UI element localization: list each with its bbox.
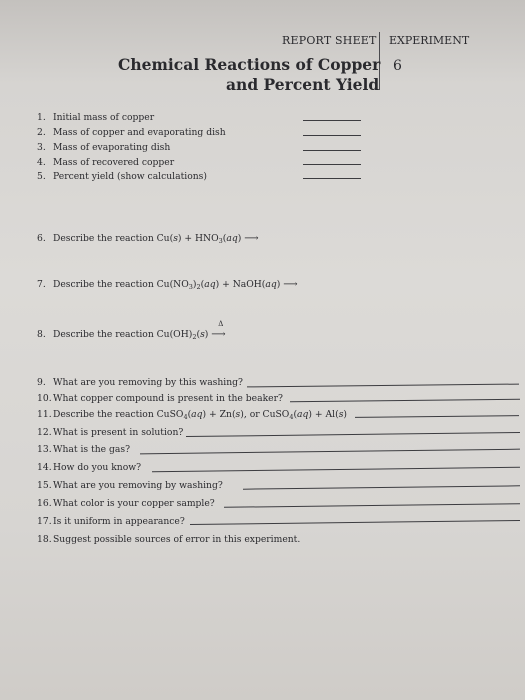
answer-line-14[interactable] — [152, 467, 520, 472]
title-line-1: Chemical Reactions of Copper — [118, 55, 381, 74]
question-4: 4. Mass of recovered copper — [37, 157, 175, 168]
question-16: 16.What color is your copper sample? — [37, 498, 215, 509]
reaction-11: CuSO$_4$(aq) + Zn(s), or CuSO$_4$(aq) + Al(s) — [156, 409, 347, 421]
question-18: 18.Suggest possible sources of error in this experiment. — [37, 534, 301, 545]
question-6: 6. Describe the reaction $Cu(s) + HNO_3(aq)$ ⟶ — [37, 233, 259, 245]
answer-line-5[interactable] — [303, 178, 361, 179]
question-13: 13.What is the gas? — [37, 444, 130, 455]
reaction-8: $Cu(OH)_2(s)$ Δ ⟶ — [156, 320, 226, 341]
question-14: 14.How do you know? — [37, 462, 142, 473]
question-17: 17.Is it uniform in appearance? — [37, 516, 185, 527]
question-10: 10.What copper compound is present in the beaker? — [37, 393, 283, 404]
question-8: 8. Describe the reaction $Cu(OH)_2(s)$ Δ ⟶ — [37, 320, 226, 341]
answer-line-1[interactable] — [303, 120, 361, 121]
question-7: 7. Describe the reaction $Cu(NO_3)_2(aq)$ + NaOH(aq) ⟶ — [37, 279, 298, 291]
reaction-7: $Cu(NO_3)_2(aq)$ + NaOH(aq) ⟶ — [156, 279, 298, 291]
answer-line-16[interactable] — [224, 503, 520, 508]
question-3: 3. Mass of evaporating dish — [37, 142, 171, 153]
question-15: 15.What are you removing by washing? — [37, 480, 223, 491]
answer-line-9[interactable] — [247, 384, 519, 388]
question-11: 11.Describe the reaction CuSO$_4$(aq) + Zn(s), or CuSO$_4$(aq) + Al(s) — [37, 409, 347, 421]
answer-line-17[interactable] — [190, 520, 520, 525]
reaction-6: $Cu(s) + HNO_3(aq)$ ⟶ — [156, 233, 259, 245]
answer-line-13[interactable] — [140, 449, 520, 455]
experiment-number: 6 — [393, 58, 402, 74]
question-2: 2. Mass of copper and evaporating dish — [37, 127, 226, 138]
answer-line-15[interactable] — [243, 485, 520, 489]
answer-line-10[interactable] — [290, 399, 520, 402]
question-5: 5. Percent yield (show calculations) — [37, 171, 207, 182]
answer-line-4[interactable] — [303, 164, 361, 165]
question-9: 9. What are you removing by this washing? — [37, 377, 243, 388]
answer-line-2[interactable] — [303, 135, 361, 136]
answer-line-12[interactable] — [186, 432, 520, 437]
answer-line-11[interactable] — [355, 415, 519, 418]
report-sheet-label: REPORT SHEET — [282, 34, 377, 47]
question-12: 12.What is present in solution? — [37, 427, 184, 438]
experiment-label: EXPERIMENT — [389, 34, 470, 47]
question-1: 1. Initial mass of copper — [37, 112, 155, 123]
answer-line-3[interactable] — [303, 150, 361, 151]
title-line-2: and Percent Yield — [226, 75, 380, 94]
